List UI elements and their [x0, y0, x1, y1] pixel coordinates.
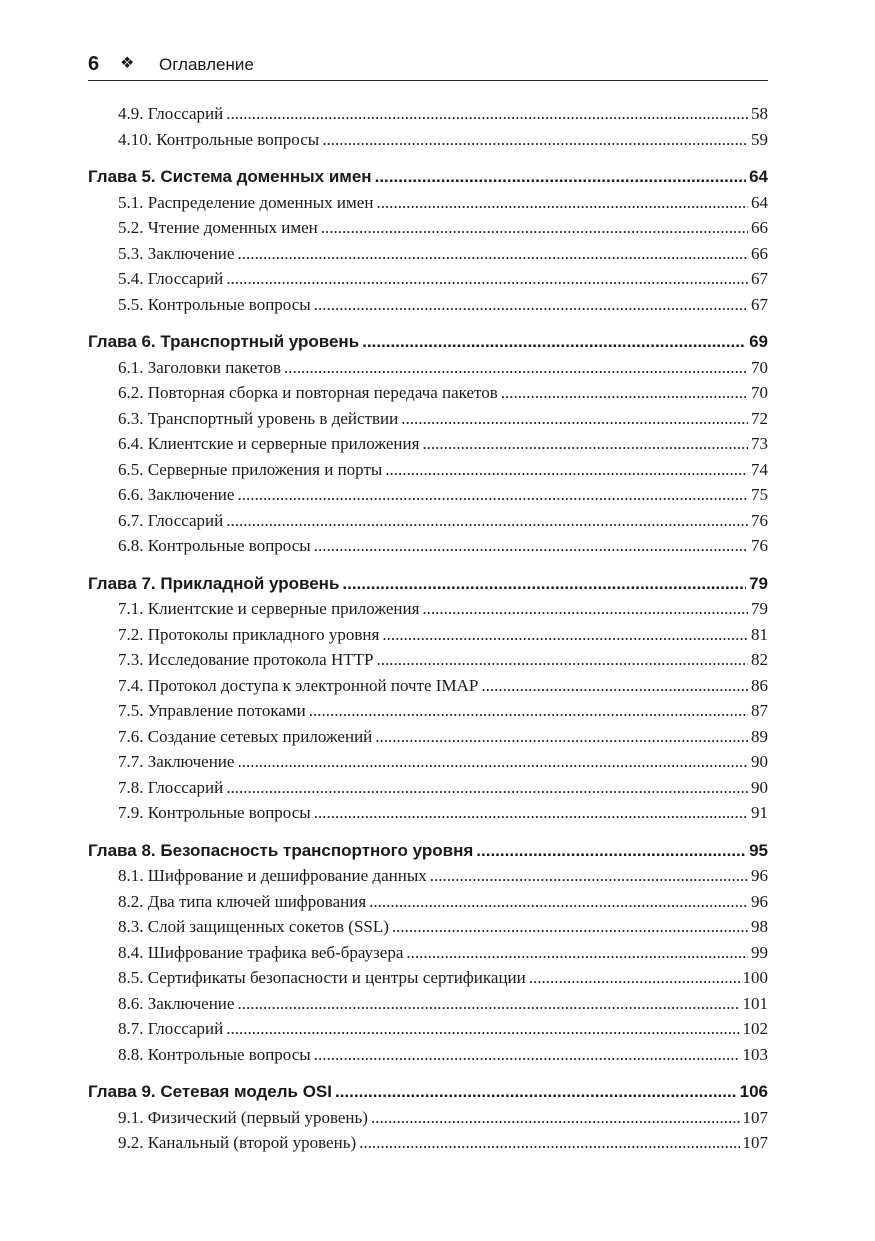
toc-entry-title: 5.3. Заключение: [118, 243, 235, 263]
toc-section-entry[interactable]: [88, 457, 768, 483]
dot-leader: [371, 1105, 740, 1131]
toc-entry-page-number: 90: [751, 777, 768, 797]
toc-section-entry[interactable]: [88, 749, 768, 775]
four-diamond-ornament-icon: ❖: [120, 55, 135, 72]
dot-leader: [314, 1042, 740, 1068]
toc-entry-page-number: 101: [742, 993, 768, 1013]
dot-leader: [284, 355, 748, 381]
toc-section-entry[interactable]: [88, 622, 768, 648]
toc-entry-page-number: 96: [751, 866, 768, 885]
toc-entry-title: 7.3. Исследование протокола HTTP: [118, 650, 374, 669]
toc-entry-page-number: 79: [749, 573, 768, 593]
toc-entry-title: 6.7. Глоссарий: [118, 510, 224, 530]
dot-leader: [342, 571, 746, 597]
toc-entry-title: Глава 9. Сетевая модель OSI: [88, 1082, 332, 1101]
toc-entry-title: 6.1. Заголовки пакетов: [118, 357, 282, 377]
toc-entry-title: 6.4. Клиентские и серверные приложения: [118, 434, 420, 453]
toc-entry-title: 8.6. Заключение: [118, 993, 235, 1013]
toc-entry-title: 7.9. Контрольные вопросы: [118, 803, 311, 822]
toc-section-entry[interactable]: [88, 1016, 768, 1042]
toc-entry-title: 8.3. Слой защищенных сокетов (SSL): [118, 917, 389, 936]
toc-entry-title: 6.2. Повторная сборка и повторная передача пакетов: [118, 383, 498, 402]
dot-leader: [406, 940, 748, 966]
dot-leader: [237, 482, 748, 508]
toc-section-entry[interactable]: [88, 889, 768, 915]
toc-entry-title: 8.4. Шифрование трафика веб-браузера: [118, 942, 404, 962]
dot-leader: [226, 266, 748, 292]
chapter-spacer: [88, 826, 768, 838]
dot-leader: [422, 431, 748, 457]
toc-section-entry[interactable]: [88, 596, 768, 622]
toc-section-entry[interactable]: [88, 406, 768, 432]
page-number: 6: [88, 53, 100, 75]
toc-entry-title: 7.5. Управление потоками: [118, 701, 306, 720]
dot-leader: [237, 241, 748, 267]
toc-section-entry[interactable]: [88, 914, 768, 940]
dot-leader: [422, 596, 748, 622]
chapter-spacer: [88, 152, 768, 164]
toc-entry-page-number: 58: [751, 104, 768, 123]
toc-section-entry[interactable]: [88, 775, 768, 801]
toc-entry-title: 5.5. Контрольные вопросы: [118, 294, 311, 314]
toc-section-entry[interactable]: [88, 991, 768, 1017]
toc-entry-title: 8.2. Два типа ключей шифрования: [118, 891, 367, 911]
toc-section-entry[interactable]: [88, 673, 768, 699]
dot-leader: [529, 965, 740, 991]
toc-section-entry[interactable]: [88, 1105, 768, 1131]
toc-entry-title: 6.3. Транспортный уровень в действии: [118, 408, 399, 428]
toc-entry-page-number: 103: [742, 1044, 768, 1064]
toc-entry-page-number: 99: [751, 942, 768, 962]
toc-entry-title: 9.2. Канальный (второй уровень): [118, 1133, 357, 1152]
table-of-contents: [88, 101, 768, 1156]
toc-entry-page-number: 59: [751, 129, 768, 149]
toc-section-entry[interactable]: [88, 266, 768, 292]
toc-entry-page-number: 76: [751, 510, 768, 530]
toc-entry-page-number: 100: [742, 968, 768, 987]
toc-entry-page-number: 98: [751, 917, 768, 936]
dot-leader: [314, 800, 748, 826]
toc-entry-title: 8.7. Глоссарий: [118, 1019, 224, 1038]
toc-entry-page-number: 107: [742, 1107, 768, 1127]
toc-section-entry[interactable]: [88, 1130, 768, 1156]
toc-entry-title: 5.2. Чтение доменных имен: [118, 218, 318, 237]
toc-entry-page-number: 70: [751, 357, 768, 377]
dot-leader: [481, 673, 748, 699]
toc-section-entry[interactable]: [88, 533, 768, 559]
dot-leader: [376, 647, 748, 673]
dot-leader: [226, 101, 748, 127]
toc-entry-page-number: 64: [749, 167, 768, 186]
toc-section-entry[interactable]: [88, 215, 768, 241]
toc-entry-page-number: 89: [751, 726, 768, 746]
toc-section-entry[interactable]: [88, 508, 768, 534]
dot-leader: [382, 622, 748, 648]
dot-leader: [335, 1079, 737, 1105]
dot-leader: [375, 164, 746, 190]
toc-entry-page-number: 69: [749, 332, 768, 351]
toc-entry-title: 7.1. Клиентские и серверные приложения: [118, 599, 420, 618]
chapter-spacer: [88, 1067, 768, 1079]
dot-leader: [314, 292, 748, 318]
toc-section-entry[interactable]: [88, 698, 768, 724]
toc-entry-title: 7.2. Протоколы прикладного уровня: [118, 624, 380, 644]
dot-leader: [359, 1130, 739, 1156]
toc-section-entry[interactable]: [88, 355, 768, 381]
toc-section-entry[interactable]: [88, 101, 768, 127]
toc-chapter-entry[interactable]: [88, 838, 768, 864]
toc-entry-title: 6.8. Контрольные вопросы: [118, 536, 311, 555]
toc-section-entry[interactable]: [88, 380, 768, 406]
chapter-spacer: [88, 559, 768, 571]
dot-leader: [369, 889, 748, 915]
toc-entry-title: 7.7. Заключение: [118, 752, 235, 771]
toc-entry-page-number: 81: [751, 624, 768, 644]
toc-section-entry[interactable]: [88, 1042, 768, 1068]
toc-entry-page-number: 67: [751, 269, 768, 288]
toc-entry-title: 4.9. Глоссарий: [118, 104, 224, 123]
toc-entry-title: 7.4. Протокол доступа к электронной почте IMAP: [118, 675, 479, 695]
dot-leader: [362, 329, 746, 355]
toc-entry-page-number: 86: [751, 675, 768, 695]
toc-entry-title: 7.8. Глоссарий: [118, 777, 224, 797]
toc-entry-page-number: 91: [751, 803, 768, 822]
dot-leader: [376, 190, 748, 216]
toc-entry-title: 8.1. Шифрование и дешифрование данных: [118, 866, 427, 885]
toc-section-entry[interactable]: [88, 482, 768, 508]
dot-leader: [322, 127, 748, 153]
toc-entry-page-number: 82: [751, 650, 768, 669]
toc-entry-title: 7.6. Создание сетевых приложений: [118, 726, 373, 746]
toc-entry-page-number: 79: [751, 599, 768, 618]
toc-chapter-entry[interactable]: [88, 164, 768, 190]
toc-entry-page-number: 107: [742, 1133, 768, 1152]
toc-section-entry[interactable]: [88, 965, 768, 991]
dot-leader: [476, 838, 746, 864]
dot-leader: [226, 1016, 739, 1042]
toc-section-entry[interactable]: [88, 127, 768, 153]
page-header: [88, 52, 768, 81]
toc-entry-page-number: 66: [751, 243, 768, 263]
toc-entry-page-number: 76: [751, 536, 768, 555]
toc-chapter-entry[interactable]: [88, 1079, 768, 1105]
toc-section-entry[interactable]: [88, 800, 768, 826]
chapter-spacer: [88, 317, 768, 329]
dot-leader: [430, 863, 748, 889]
dot-leader: [237, 991, 739, 1017]
dot-leader: [501, 380, 748, 406]
toc-section-entry[interactable]: [88, 241, 768, 267]
dot-leader: [375, 724, 748, 750]
toc-section-entry[interactable]: [88, 724, 768, 750]
toc-entry-title: Глава 6. Транспортный уровень: [88, 332, 360, 351]
dot-leader: [401, 406, 748, 432]
toc-section-entry[interactable]: [88, 292, 768, 318]
toc-chapter-entry[interactable]: [88, 329, 768, 355]
toc-entry-title: Глава 8. Безопасность транспортного уровня: [88, 840, 474, 860]
toc-entry-title: Глава 7. Прикладной уровень: [88, 573, 340, 593]
toc-entry-title: 5.4. Глоссарий: [118, 269, 224, 288]
toc-entry-page-number: 90: [751, 752, 768, 771]
toc-entry-page-number: 73: [751, 434, 768, 453]
toc-section-entry[interactable]: [88, 940, 768, 966]
dot-leader: [309, 698, 748, 724]
toc-section-entry[interactable]: [88, 190, 768, 216]
dot-leader: [237, 749, 748, 775]
toc-entry-page-number: 66: [751, 218, 768, 237]
toc-chapter-entry[interactable]: [88, 571, 768, 597]
toc-section-entry[interactable]: [88, 647, 768, 673]
toc-entry-title: 4.10. Контрольные вопросы: [118, 129, 320, 149]
toc-entry-page-number: 64: [751, 192, 768, 212]
toc-entry-title: 8.5. Сертификаты безопасности и центры сертификации: [118, 968, 526, 987]
toc-section-entry[interactable]: [88, 431, 768, 457]
toc-entry-page-number: 102: [742, 1019, 768, 1038]
toc-entry-page-number: 67: [751, 294, 768, 314]
dot-leader: [321, 215, 748, 241]
toc-entry-title: 5.1. Распределение доменных имен: [118, 192, 374, 212]
dot-leader: [392, 914, 748, 940]
toc-entry-title: 9.1. Физический (первый уровень): [118, 1107, 368, 1127]
toc-section-entry[interactable]: [88, 863, 768, 889]
dot-leader: [226, 508, 748, 534]
toc-entry-title: 6.6. Заключение: [118, 485, 235, 504]
dot-leader: [385, 457, 748, 483]
toc-entry-title: 8.8. Контрольные вопросы: [118, 1044, 311, 1064]
toc-entry-page-number: 87: [751, 701, 768, 720]
toc-entry-page-number: 106: [739, 1082, 768, 1101]
dot-leader: [226, 775, 748, 801]
toc-entry-title: Глава 5. Система доменных имен: [88, 167, 372, 186]
toc-entry-page-number: 96: [751, 891, 768, 911]
toc-entry-page-number: 75: [751, 485, 768, 504]
toc-entry-page-number: 72: [751, 408, 768, 428]
dot-leader: [314, 533, 748, 559]
toc-entry-page-number: 74: [751, 459, 768, 479]
toc-entry-title: 6.5. Серверные приложения и порты: [118, 459, 383, 479]
toc-entry-page-number: 95: [749, 840, 768, 860]
running-head: Оглавление: [159, 55, 254, 74]
toc-entry-page-number: 70: [751, 383, 768, 402]
